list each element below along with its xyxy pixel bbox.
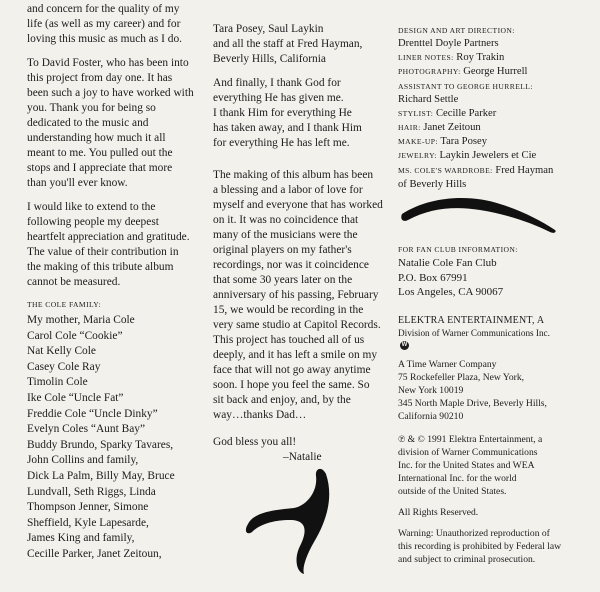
credit-jewelry: JEWELRY: Laykin Jewelers et Cie — [398, 150, 537, 162]
list-item: Ike Cole “Uncle Fat” — [27, 391, 124, 404]
credit-design: DESIGN AND ART DIRECTION: Drenttel Doyle Partners — [398, 26, 515, 49]
family-list — [27, 313, 207, 563]
list-item: Nat Kelly Cole — [27, 345, 96, 358]
brush-stroke-bottom-icon — [244, 462, 354, 577]
label-info: ELEKTRA ENTERTAINMENT, A Division of Warner Communications Inc. W — [398, 314, 550, 348]
family-heading: THE COLE FAMILY: — [27, 300, 101, 309]
paragraph-god: And finally, I thank God for everything He has given me. I thank Him for everything He has taken away, and I thank Him for everything He has left me. — [213, 77, 362, 149]
paragraph-appreciation: I would like to extend to the following people my deepest heartfelt appreciation and gratitude. The value of their contribution in the making of this tribute album cannot be measured. — [27, 201, 190, 288]
credit-liner-notes: LINER NOTES: Roy Trakin — [398, 52, 505, 64]
signature: –Natalie — [283, 451, 322, 463]
list-item: Dick La Palm, Billy May, Bruce — [27, 469, 175, 482]
middle-column — [213, 22, 393, 465]
paragraph-opening: and concern for the quality of my life (as well as my career) and for loving this music as much as I do. — [27, 3, 183, 45]
warning-notice: Warning: Unauthorized reproduction of this recording is prohibited by Federal law and subject to criminal prosecution. — [398, 527, 562, 565]
warner-logo-icon: W — [401, 341, 408, 348]
list-item: Thompson Jenner, Simone — [27, 501, 149, 514]
credit-stylist: STYLIST: Cecille Parker — [398, 107, 497, 119]
closing-line: God bless you all! — [213, 436, 297, 448]
brush-stroke-top-icon — [400, 192, 560, 242]
paragraph-staff: Tara Posey, Saul Laykin and all the staff at Fred Hayman, Beverly Hills, California — [213, 23, 363, 65]
list-item: Buddy Brundo, Sparky Tavares, — [27, 438, 174, 451]
paragraph-making-of: The making of this album has been a blessing and a labor of love for myself and everyone that has worked on it. It was no coincidence that many of the musicians were the original players on my father's recordings, nor was it coincidence that some 30 years later on the anniversary of his passing, February 15, we would be recording in the very same studio at Capitol Records. This project has touched all of us deeply, and it has left a smile on my face that will not go away anytime soon. I hope you feel the same. So sit back and enjoy, and, by the way…thanks Dad… — [213, 169, 383, 421]
list-item: Freddie Cole “Uncle Dinky” — [27, 407, 158, 420]
list-item: Evelyn Coles “Aunt Bay” — [27, 423, 145, 436]
fan-club-info: FOR FAN CLUB INFORMATION: Natalie Cole Fan Club P.O. Box 67991 Los Angeles, CA 90067 — [398, 245, 518, 299]
credit-hair: HAIR: Janet Zeitoun — [398, 122, 481, 134]
credit-makeup: MAKE-UP: Tara Posey — [398, 136, 487, 148]
list-item: Timolin Cole — [27, 376, 88, 389]
rights-reserved: All Rights Reserved. — [398, 506, 479, 518]
credit-assistant: ASSISTANT TO GEORGE HURRELL: Richard Settle — [398, 81, 533, 105]
list-item: James King and family, — [27, 532, 135, 545]
list-item: Casey Cole Ray — [27, 360, 101, 373]
list-item: Sheffield, Kyle Lapesarde, — [27, 516, 149, 529]
company-address: A Time Warner Company 75 Rockefeller Plaza, New York, New York 10019 345 North Maple Drive, Beverly Hills, California 90210 — [398, 358, 547, 422]
copyright-notice: ℗ & © 1991 Elektra Entertainment, a division of Warner Communications Inc. for the United States and WEA International Inc. for the world outside of the United States. — [398, 433, 543, 497]
credit-photography: PHOTOGRAPHY: George Hurrell — [398, 66, 528, 78]
list-item: My mother, Maria Cole — [27, 314, 135, 326]
list-item: John Collins and family, — [27, 454, 139, 467]
list-item: Carol Cole “Cookie” — [27, 329, 123, 342]
list-item: Lundvall, Seth Riggs, Linda — [27, 485, 156, 498]
paragraph-david-foster: To David Foster, who has been into this project from day one. It has been such a joy to have worked with you. Thank you for being so dedicated to the music and understanding how much it all meant to me. You pulled out the stops and I appreciate that more than you'll ever know. — [27, 57, 194, 189]
credit-wardrobe: MS. COLE'S WARDROBE: Fred Hayman — [398, 164, 554, 176]
credits-column: DESIGN AND ART DIRECTION: Drenttel Doyle Partners LINER NOTES: Roy Trakin PHOTOGRAPHY: George Hurrell ASSISTANT TO GEORGE HURRELL: Richard Settle STYLIST: Cecille Parker HAIR: Janet Zeitoun MAKE-UP: Tara Posey JEWELRY: Laykin Jewelers et Cie MS. COLE'S WARDROBE: Fred Hayman of Beverly Hills FOR FAN CLUB INFORMATION: Natalie Cole Fan Club P.O. Box 67991 Los Angeles, CA 90067 ELEKTRA ENTERTAINMENT, A Division of Warner Communications Inc. W A Time Warner Company 75 Rockefeller Plaza, New York, New York 10019 345 North Maple Drive, Beverly Hills, California 90210 ℗ & © 1991 Elektra Entertainment, a division of Warner Communications Inc. for the United States and WEA International Inc. for the world outside of the United States. All Rights Reserved. Warning: Unauthorized reproduction of this recording is prohibited by Federal law and subject to criminal prosecution. — [398, 24, 588, 566]
list-item: Cecille Parker, Janet Zeitoun, — [27, 547, 162, 560]
left-column — [27, 2, 207, 563]
